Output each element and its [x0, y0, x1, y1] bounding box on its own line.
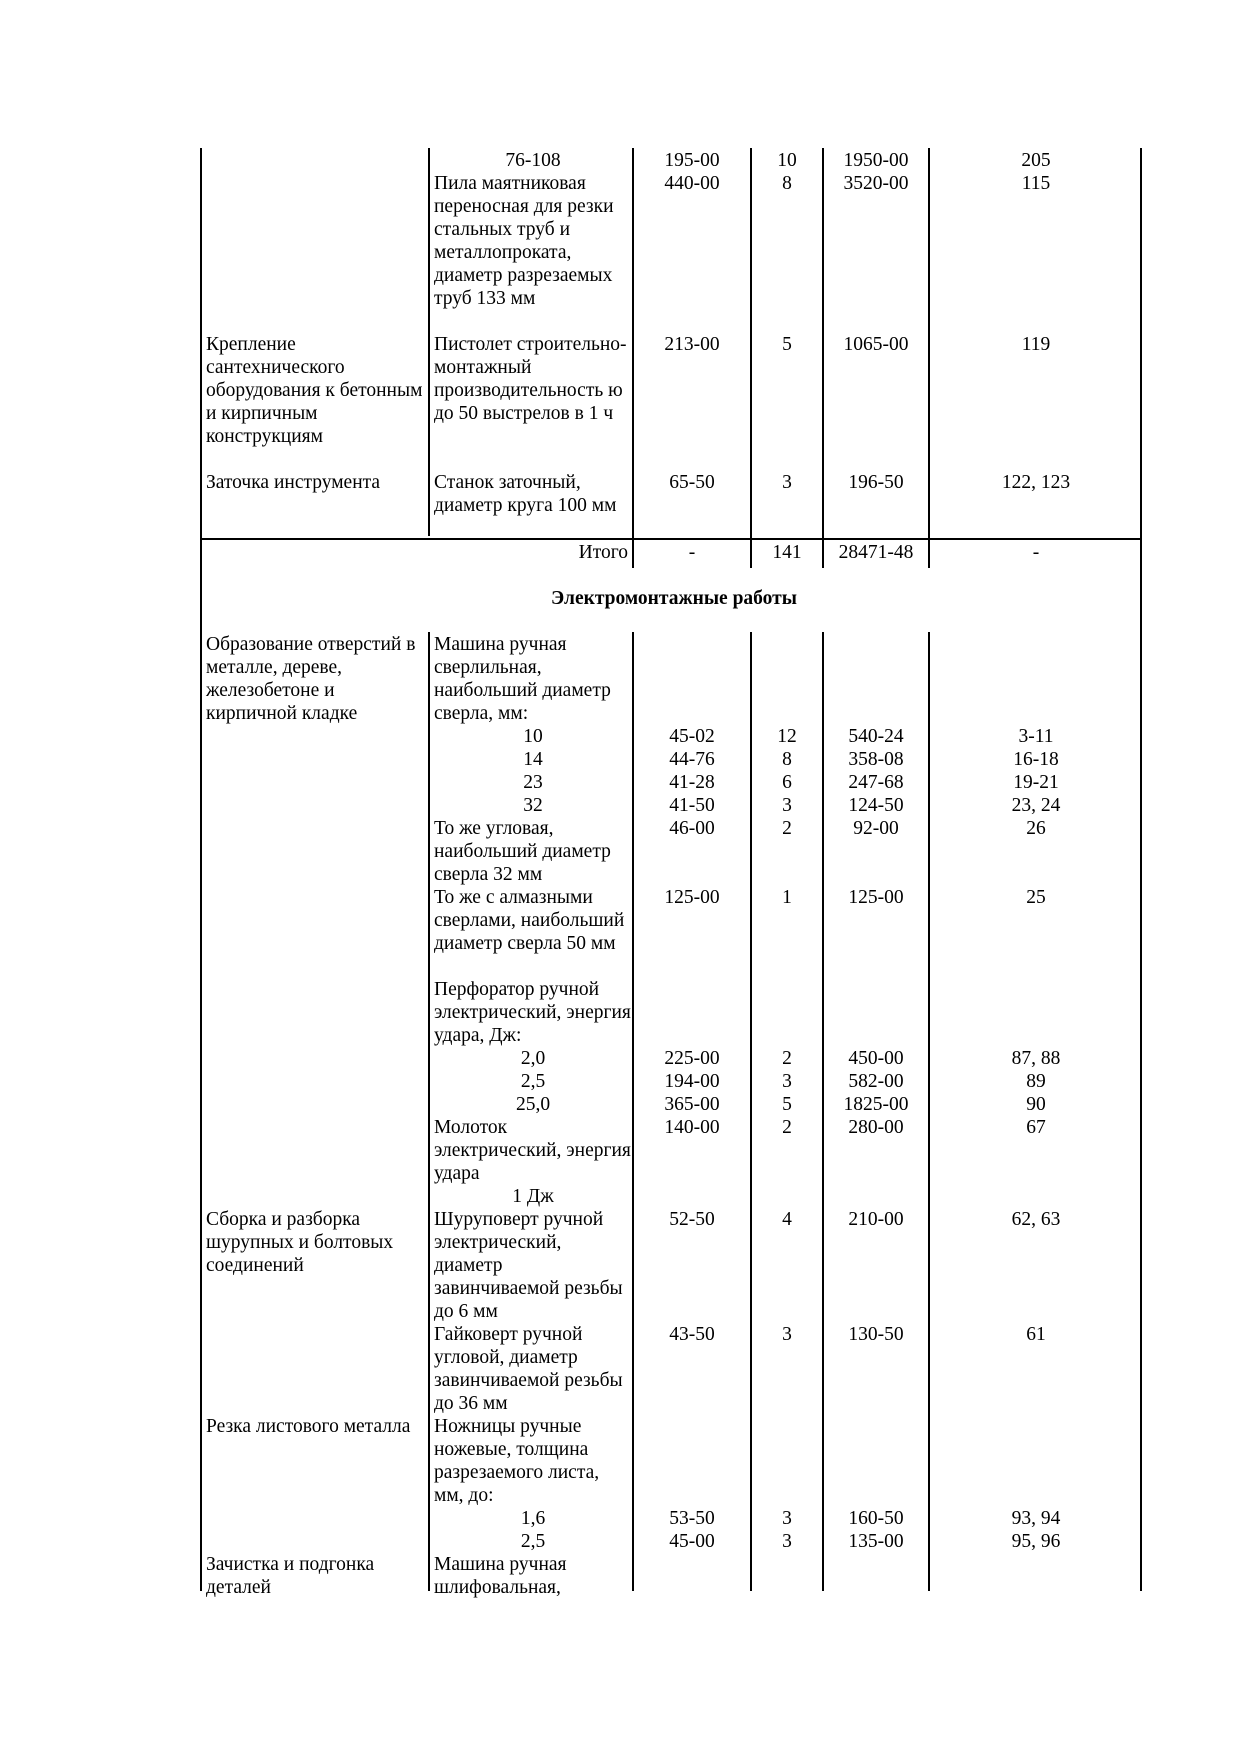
- equipment-extra-cell: 1 Дж: [512, 1186, 554, 1207]
- price-cell: 45-00: [669, 1531, 715, 1552]
- qty-cell: 5: [782, 1094, 792, 1115]
- col-divider-4-top: [822, 148, 824, 568]
- qty-cell: 3: [782, 472, 792, 493]
- price-cell: 43-50: [669, 1324, 715, 1345]
- sum-cell: 124-50: [848, 795, 904, 816]
- equipment-cell: 23: [523, 772, 543, 793]
- total-sum: 28471-48: [838, 542, 914, 563]
- sum-cell: 125-00: [848, 887, 904, 908]
- items-cell: 61: [1026, 1324, 1046, 1345]
- equipment-cell: Станок заточный, диаметр круга 100 мм: [434, 472, 617, 516]
- sum-cell: 130-50: [848, 1324, 904, 1345]
- items-cell: 26: [1026, 818, 1046, 839]
- price-cell: 45-02: [669, 726, 715, 747]
- work-cell: Образование отверстий в металле, дереве, железобетоне и кирпичной кладке: [206, 634, 416, 724]
- qty-cell: 2: [782, 818, 792, 839]
- work-cell: Сборка и разборка шурупных и болтовых соединений: [206, 1209, 394, 1276]
- equipment-cell: Пистолет строительно-монтажный производительность ю до 50 выстрелов в 1 ч: [434, 334, 627, 424]
- qty-cell: 10: [777, 150, 797, 171]
- equipment-cell: Перфоратор ручной электрический, энергия удара, Дж:: [434, 979, 631, 1046]
- price-cell: 365-00: [664, 1094, 720, 1115]
- items-cell: 119: [1021, 334, 1051, 355]
- items-cell: 3-11: [1018, 726, 1054, 747]
- price-cell: 46-00: [669, 818, 715, 839]
- sum-cell: 135-00: [848, 1531, 904, 1552]
- equipment-cell: 2,0: [520, 1048, 546, 1069]
- qty-cell: 4: [782, 1209, 792, 1230]
- qty-cell: 3: [782, 1324, 792, 1345]
- price-cell: 65-50: [669, 472, 715, 493]
- total-items: -: [1032, 542, 1040, 563]
- equipment-cell: Пила маятниковая переносная для резки стальных труб и металлопроката, диаметр разрезаемых труб 133 мм: [434, 173, 614, 309]
- qty-cell: 3: [782, 1531, 792, 1552]
- items-cell: 122, 123: [1001, 472, 1071, 493]
- price-cell: 140-00: [664, 1117, 720, 1138]
- sum-cell: 540-24: [848, 726, 904, 747]
- qty-cell: 3: [782, 1071, 792, 1092]
- equipment-cell: То же с алмазными сверлами, наибольший диаметр сверла 50 мм: [434, 887, 625, 954]
- work-cell: Резка листового металла: [206, 1416, 411, 1437]
- equipment-cell: Машина ручная сверлильная, наибольший диаметр сверла, мм:: [434, 634, 611, 724]
- qty-cell: 6: [782, 772, 792, 793]
- col-divider-2-top: [632, 148, 634, 568]
- equipment-cell: Молоток электрический, энергия удара: [434, 1117, 631, 1184]
- work-cell: Заточка инструмента: [206, 472, 381, 493]
- items-cell: 115: [1021, 173, 1051, 194]
- col-divider-1-top: [428, 148, 430, 536]
- price-cell: 53-50: [669, 1508, 715, 1529]
- items-cell: 205: [1021, 150, 1051, 171]
- equipment-cell: 76-108: [505, 150, 561, 171]
- sum-cell: 450-00: [848, 1048, 904, 1069]
- qty-cell: 1: [782, 887, 792, 908]
- work-cell: Зачистка и подгонка деталей: [206, 1554, 375, 1598]
- price-cell: 440-00: [664, 173, 720, 194]
- qty-cell: 5: [782, 334, 792, 355]
- equipment-cell: 1,6: [520, 1508, 546, 1529]
- qty-cell: 3: [782, 1508, 792, 1529]
- total-qty: 141: [772, 542, 802, 563]
- sum-cell: 92-00: [853, 818, 899, 839]
- items-cell: 90: [1026, 1094, 1046, 1115]
- price-cell: 125-00: [664, 887, 720, 908]
- items-cell: 93, 94: [1011, 1508, 1061, 1529]
- items-cell: 25: [1026, 887, 1046, 908]
- sum-cell: 247-68: [848, 772, 904, 793]
- sum-cell: 358-08: [848, 749, 904, 770]
- items-cell: 19-21: [1013, 772, 1059, 793]
- total-label: Итого: [578, 542, 628, 563]
- sum-cell: 3520-00: [843, 173, 909, 194]
- section-title: Электромонтажные работы: [551, 588, 797, 609]
- qty-cell: 8: [782, 173, 792, 194]
- sum-cell: 160-50: [848, 1508, 904, 1529]
- table-border-right: [1140, 148, 1142, 1591]
- equipment-cell: То же угловая, наибольший диаметр сверла 32 мм: [434, 818, 611, 885]
- price-cell: 41-50: [669, 795, 715, 816]
- sum-cell: 1065-00: [843, 334, 909, 355]
- equipment-cell: Шуруповерт ручной электрический, диаметр завинчиваемой резьбы до 6 мм: [434, 1209, 623, 1322]
- price-cell: 194-00: [664, 1071, 720, 1092]
- equipment-cell: 32: [523, 795, 543, 816]
- total-price: -: [688, 542, 696, 563]
- col-divider-1-bottom: [428, 632, 430, 1591]
- price-cell: 41-28: [669, 772, 715, 793]
- table-border-left: [200, 148, 202, 1591]
- items-cell: 23, 24: [1011, 795, 1061, 816]
- col-divider-3-top: [750, 148, 752, 568]
- equipment-cell: 14: [523, 749, 543, 770]
- col-divider-5-top: [928, 148, 930, 568]
- equipment-cell: 2,5: [520, 1071, 546, 1092]
- price-cell: 213-00: [664, 334, 720, 355]
- qty-cell: 3: [782, 795, 792, 816]
- sum-cell: 280-00: [848, 1117, 904, 1138]
- price-cell: 225-00: [664, 1048, 720, 1069]
- work-cell: Крепление сантехнического оборудования к бетонным и кирпичным конструкциям: [206, 334, 423, 447]
- equipment-cell: Ножницы ручные ножевые, толщина разрезаемого листа, мм, до:: [434, 1416, 600, 1506]
- items-cell: 62, 63: [1011, 1209, 1061, 1230]
- price-cell: 195-00: [664, 150, 720, 171]
- equipment-cell: 25,0: [515, 1094, 551, 1115]
- qty-cell: 8: [782, 749, 792, 770]
- sum-cell: 582-00: [848, 1071, 904, 1092]
- sum-cell: 196-50: [848, 472, 904, 493]
- sum-cell: 1825-00: [843, 1094, 909, 1115]
- sum-cell: 1950-00: [843, 150, 909, 171]
- price-cell: 44-76: [669, 749, 715, 770]
- qty-cell: 2: [782, 1048, 792, 1069]
- qty-cell: 12: [777, 726, 797, 747]
- items-cell: 87, 88: [1011, 1048, 1061, 1069]
- equipment-cell: 2,5: [520, 1531, 546, 1552]
- equipment-cell: 10: [523, 726, 543, 747]
- total-top-border: [200, 538, 1142, 540]
- qty-cell: 2: [782, 1117, 792, 1138]
- equipment-cell: Машина ручная шлифовальная,: [434, 1554, 567, 1598]
- items-cell: 89: [1026, 1071, 1046, 1092]
- items-cell: 67: [1026, 1117, 1046, 1138]
- equipment-cell: Гайковерт ручной угловой, диаметр завинчиваемой резьбы до 36 мм: [434, 1324, 623, 1414]
- items-cell: 95, 96: [1011, 1531, 1061, 1552]
- price-cell: 52-50: [669, 1209, 715, 1230]
- items-cell: 16-18: [1013, 749, 1059, 770]
- sum-cell: 210-00: [848, 1209, 904, 1230]
